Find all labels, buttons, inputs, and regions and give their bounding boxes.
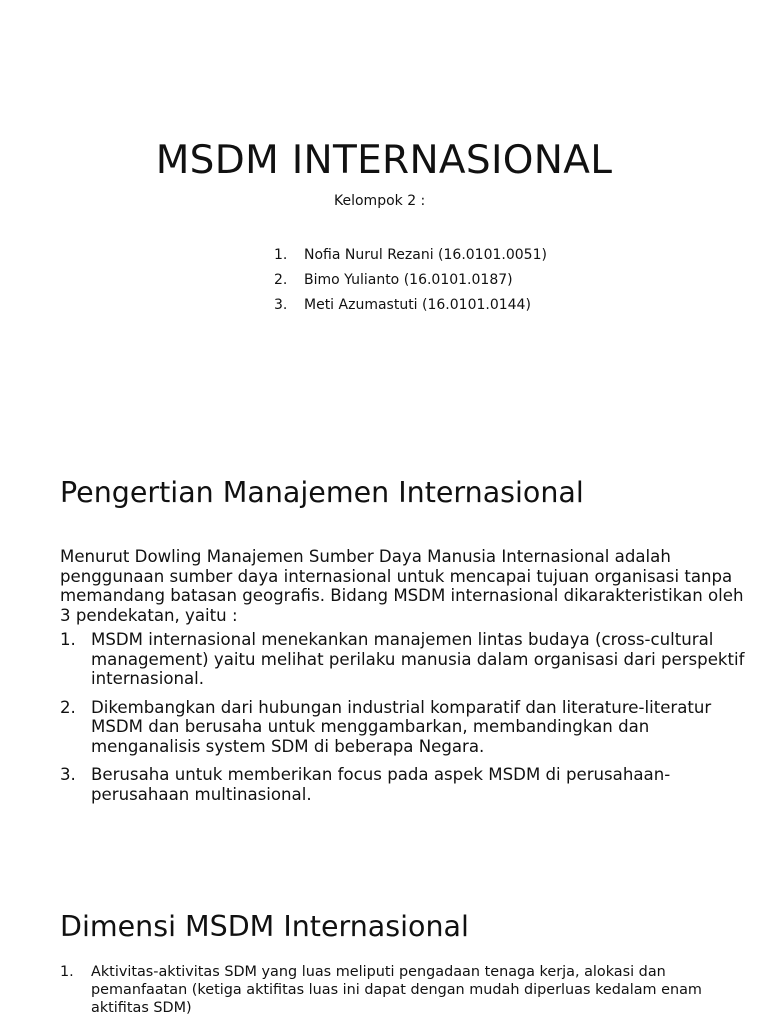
member-name: Bimo Yulianto (16.0101.0187) (304, 272, 513, 288)
slide-pengertian (0, 440, 768, 860)
list-item-text: MSDM internasional menekankan manajemen lintas budaya (cross-cultural management) yaitu melihat perilaku manusia dalam organisasi dari perspektif internasional. (91, 630, 745, 688)
list-item (60, 765, 750, 804)
list-number: 1. (60, 630, 76, 649)
list-number: 3. (60, 765, 76, 784)
member-name: Meti Azumastuti (16.0101.0144) (304, 297, 531, 313)
member-item (274, 268, 547, 293)
list-item-text: Aktivitas-aktivitas SDM yang luas meliputi pengadaan tenaga kerja, alokasi dan pemanfaatan (ketiga aktifitas luas ini dapat dengan mudah diperluas kedalam enam aktifitas SDM) (91, 964, 702, 1016)
approach-list (60, 630, 750, 813)
slide-dimensi (0, 868, 768, 1024)
list-number: 2. (274, 272, 288, 288)
dimension-list (60, 963, 730, 1017)
slide-title-page (0, 0, 768, 432)
list-number: 3. (274, 297, 288, 313)
member-item (274, 243, 547, 268)
member-list (274, 243, 547, 318)
list-number: 1. (274, 247, 288, 263)
list-number: 1. (60, 964, 74, 980)
presentation-title: MSDM INTERNASIONAL (155, 138, 613, 184)
slide-heading: Dimensi MSDM Internasional (60, 910, 469, 943)
group-label: Kelompok 2 : (334, 193, 426, 209)
list-item (60, 698, 750, 757)
intro-paragraph: Menurut Dowling Manajemen Sumber Daya Manusia Internasional adalah penggunaan sumber daya internasional untuk mencapai tujuan organisasi tanpa memandang batasan geografis. Bidang MSDM internasional dikarakteristikan oleh 3 pendekatan, yaitu : (60, 547, 744, 625)
list-number: 2. (60, 697, 76, 717)
list-item (60, 963, 730, 1017)
member-item (274, 293, 547, 318)
list-item-text: Berusaha untuk memberikan focus pada aspek MSDM di perusahaan-perusahaan multinasional. (91, 765, 671, 804)
list-item (60, 630, 750, 689)
list-item-text: Dikembangkan dari hubungan industrial komparatif dan literature-literatur MSDM dan berusaha untuk menggambarkan, membandingkan dan menganalisis system SDM di beberapa Negara. (91, 697, 712, 756)
member-name: Nofia Nurul Rezani (16.0101.0051) (304, 247, 547, 263)
slide-heading: Pengertian Manajemen Internasional (60, 476, 584, 509)
